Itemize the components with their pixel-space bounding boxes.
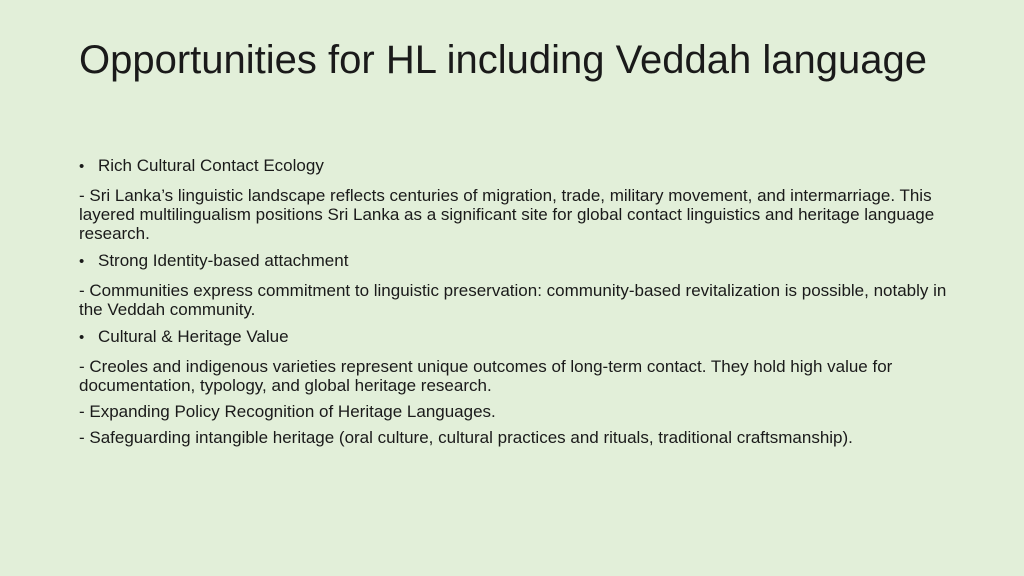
body-paragraph: - Expanding Policy Recognition of Heritage Languages.: [79, 402, 496, 421]
bullet-text: Strong Identity-based attachment: [98, 251, 349, 270]
bullet-glyph: •: [79, 158, 85, 175]
body-paragraph: - Communities express commitment to linguistic preservation: community-based revitalization is possible, notably in the Veddah community.: [79, 281, 947, 319]
body-paragraph: - Safeguarding intangible heritage (oral culture, cultural practices and rituals, traditional craftsmanship).: [79, 428, 853, 447]
bullet-item: [79, 155, 959, 178]
body-paragraph: - Creoles and indigenous varieties represent unique outcomes of long-term contact. They hold high value for documentation, typology, and global heritage research.: [79, 357, 893, 395]
slide-body: [79, 155, 959, 454]
bullet-item: [79, 326, 959, 349]
body-paragraph: - Sri Lanka’s linguistic landscape reflects centuries of migration, trade, military movement, and intermarriage. This layered multilingualism positions Sri Lanka as a significant site for global contact linguistics and heritage language research.: [79, 186, 935, 243]
bullet-text: Cultural & Heritage Value: [98, 327, 289, 346]
bullet-text: Rich Cultural Contact Ecology: [98, 156, 324, 175]
bullet-glyph: •: [79, 329, 85, 346]
slide-title: Opportunities for HL including Veddah language: [79, 38, 928, 82]
bullet-glyph: •: [79, 253, 85, 270]
bullet-item: [79, 250, 959, 273]
